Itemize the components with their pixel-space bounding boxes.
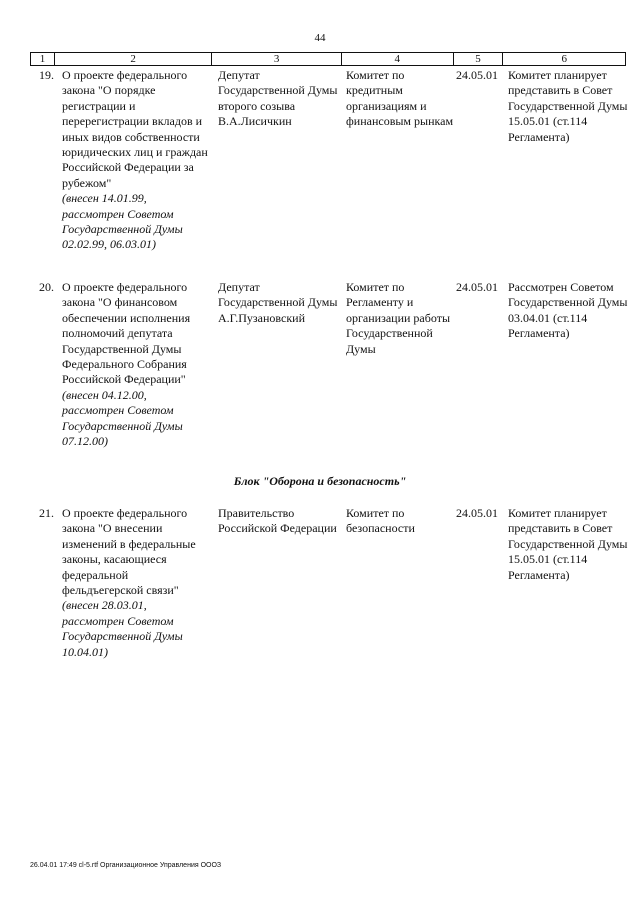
bill-status: Комитет планирует представить в Совет Государственной Думы 15.05.01 (ст.114 Регламента) (508, 68, 628, 144)
review-date: 24.05.01 (456, 68, 498, 82)
bill-title-cell (62, 506, 212, 660)
responsible-committee: Комитет по Регламенту и организации работы Государственной Думы (346, 280, 451, 356)
page-number: 44 (314, 32, 326, 44)
bill-title: О проекте федерального закона "О внесении изменений в федеральные законы, касающиеся федеральной фельдъегерской связи" (62, 506, 196, 598)
bill-status: Комитет планирует представить в Совет Государственной Думы 15.05.01 (ст.114 Регламента) (508, 506, 628, 582)
bill-author: Правительство Российской Федерации (218, 506, 337, 536)
column-header: 3 (212, 53, 342, 65)
column-header: 4 (342, 53, 454, 65)
section-heading: Блок "Оборона и безопасность" (233, 474, 407, 488)
responsible-committee: Комитет по безопасности (346, 506, 415, 536)
review-date: 24.05.01 (456, 506, 498, 520)
bill-title-cell (62, 68, 212, 253)
row-number: 21. (39, 506, 54, 520)
bill-author: Депутат Государственной Думы второго созыва В.А.Лисичкин (218, 68, 338, 129)
column-header: 2 (55, 53, 212, 65)
bill-author: Депутат Государственной Думы А.Г.Пузановский (218, 280, 338, 325)
row-number: 20. (39, 280, 54, 294)
bill-status: Рассмотрен Советом Государственной Думы 03.04.01 (ст.114 Регламента) (508, 280, 628, 341)
bill-note: (внесен 14.01.99, рассмотрен Советом Государственной Думы 02.02.99, 06.03.01) (62, 191, 183, 252)
column-header: 5 (454, 53, 504, 65)
bill-title: О проекте федерального закона "О финансовом обеспечении исполнения полномочий депутата Государственной Думы Федерального Собрания Российской Федерации" (62, 280, 191, 387)
bill-title: О проекте федерального закона "О порядке регистрации и перерегистрации вкладов и иных видов собственности юридических лиц и граждан Российской Федерации за рубежом" (62, 68, 208, 190)
page-footer: 26.04.01 17:49 cl-5.rtf Организационное Управления ОООЗ (30, 862, 222, 869)
review-date: 24.05.01 (456, 280, 498, 294)
column-header: 6 (561, 53, 567, 65)
bill-note: (внесен 04.12.00, рассмотрен Советом Государственной Думы 07.12.00) (62, 387, 183, 449)
bill-note: (внесен 28.03.01, рассмотрен Советом Государственной Думы 10.04.01) (62, 598, 183, 659)
responsible-committee: Комитет по кредитным организациям и финансовым рынкам (346, 68, 454, 129)
column-header-row (30, 52, 626, 66)
row-number: 19. (39, 68, 54, 82)
column-header: 1 (31, 53, 55, 65)
bill-title-cell (62, 280, 212, 449)
